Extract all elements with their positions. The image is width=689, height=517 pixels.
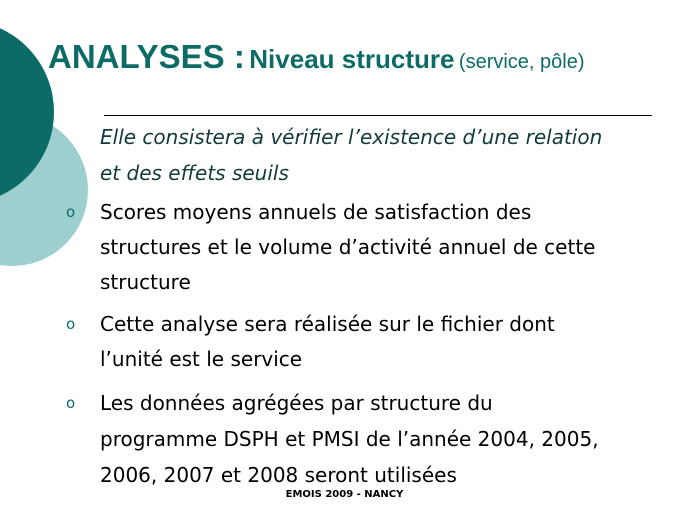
title-sub: Niveau structure bbox=[249, 44, 455, 74]
bullet-line: structures et le volume d’activité annuel de cette bbox=[100, 235, 596, 259]
bullet-marker-icon: o bbox=[66, 315, 76, 333]
bullet-text bbox=[100, 307, 686, 377]
bullet-line: structure bbox=[100, 270, 191, 294]
bullet-marker-icon: o bbox=[66, 203, 76, 221]
bullet-line: Les données agrégées par structure du bbox=[100, 391, 493, 415]
bullet-item bbox=[66, 307, 686, 377]
bullet-marker-icon: o bbox=[66, 394, 76, 412]
intro-line: Elle consistera à vérifier l’existence d’une relation bbox=[100, 125, 603, 149]
bullet-item bbox=[66, 195, 686, 300]
bullet-line: programme DSPH et PMSI de l’année 2004, 2005, bbox=[100, 427, 599, 451]
slide-title bbox=[48, 40, 585, 73]
bullet-line: Cette analyse sera réalisée sur le fichier dont bbox=[100, 312, 555, 336]
bullet-line: Scores moyens annuels de satisfaction des bbox=[100, 200, 532, 224]
title-detail: (service, pôle) bbox=[458, 51, 585, 73]
bullet-text bbox=[100, 195, 686, 300]
bullet-text bbox=[100, 385, 686, 493]
title-underline bbox=[104, 115, 652, 116]
bullet-line: 2006, 2007 et 2008 seront utilisées bbox=[100, 463, 457, 487]
footer-text: EMOIS 2009 - NANCY bbox=[285, 489, 404, 500]
intro-text bbox=[100, 119, 685, 191]
intro-line: et des effets seuils bbox=[100, 161, 289, 185]
title-main: ANALYSES : bbox=[48, 38, 245, 75]
bullet-item bbox=[66, 385, 686, 493]
bullet-line: l’unité est le service bbox=[100, 347, 303, 371]
